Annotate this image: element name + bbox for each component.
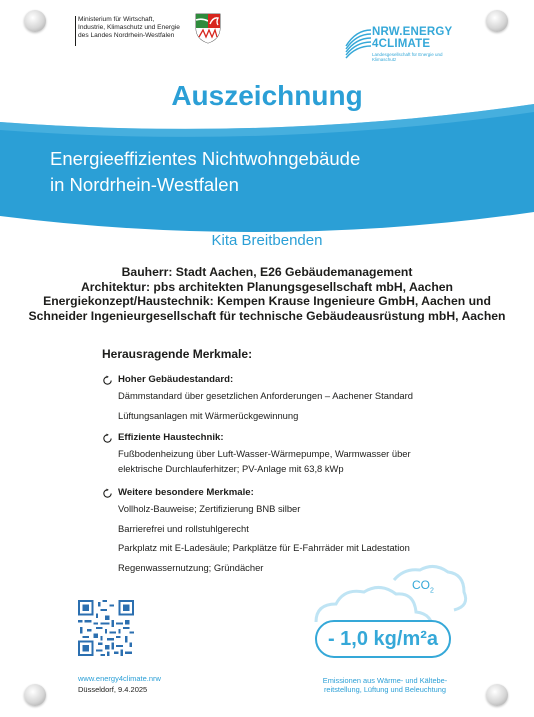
- award-category: [50, 146, 490, 198]
- award-category-line-2: in Nordrhein-Westfalen: [50, 174, 239, 195]
- feature-title: Hoher Gebäudestandard:: [118, 374, 234, 385]
- nrw-energy-4climate-logo: [344, 26, 484, 66]
- mounting-screw-bottom-left: [24, 684, 46, 706]
- credit-line-4: Schneider Ingenieurgesellschaft für technische Gebäudeausrüstung mbH, Aachen: [28, 308, 506, 323]
- credit-line-2: Architektur: pbs architekten Planungsgesellschaft mbH, Aachen: [80, 279, 454, 294]
- ministry-divider: [75, 16, 76, 46]
- partner-title-line-1: NRW.ENERGY: [372, 26, 453, 38]
- qr-code[interactable]: [78, 600, 134, 656]
- emissions-caption-line-2: reitstellung, Lüftung und Beleuchtung: [323, 685, 447, 694]
- place-and-date: Düsseldorf, 9.4.2025: [78, 685, 148, 694]
- ministry-line-2: Industrie, Klimaschutz und Energie: [78, 24, 180, 31]
- feature-group-building-services: [102, 432, 482, 474]
- ministry-line-3: des Landes Nordrhein-Westfalen: [78, 32, 175, 39]
- features-heading: Herausragende Merkmale:: [102, 347, 253, 361]
- partner-title: [372, 26, 452, 50]
- feature-line: Lüftungsanlagen mit Wärmerückgewinnung: [118, 409, 299, 421]
- emissions-value-box: [315, 620, 451, 658]
- project-name: Kita Breitbenden: [211, 232, 323, 249]
- mounting-screw-top-right: [486, 10, 508, 32]
- award-title: Auszeichnung: [171, 80, 363, 111]
- mounting-screw-bottom-right: [486, 684, 508, 706]
- circular-arrow-icon: [102, 433, 113, 444]
- nrw-coat-of-arms-icon: [194, 12, 222, 44]
- feature-title: Effiziente Haustechnik:: [118, 432, 224, 443]
- circular-arrow-icon: [102, 375, 113, 386]
- co2-text: CO: [412, 578, 430, 592]
- ministry-logo: [44, 12, 244, 52]
- swoosh-logo-icon: [344, 26, 372, 62]
- circular-arrow-icon: [102, 488, 113, 499]
- emissions-caption: [290, 676, 480, 694]
- feature-line: Dämmstandard über gesetzlichen Anforderungen – Aachener Standard: [118, 390, 413, 401]
- ministry-line-1: Ministerium für Wirtschaft,: [78, 16, 155, 23]
- website-link[interactable]: www.energy4climate.nrw: [78, 674, 161, 683]
- partner-title-line-2: 4CLIMATE: [372, 38, 431, 50]
- emissions-caption-line-1: Emissionen aus Wärme- und Kältebe-: [322, 676, 448, 685]
- feature-line: elektrische Durchlauferhitzer; PV-Anlage mit 63,8 kWp: [118, 462, 344, 474]
- award-category-line-1: Energieeffizientes Nichtwohngebäude: [50, 148, 361, 169]
- credit-line-1: Bauherr: Stadt Aachen, E26 Gebäudemanagement: [121, 265, 413, 279]
- feature-line: Regenwassernutzung; Gründächer: [118, 561, 264, 573]
- feature-title: Weitere besondere Merkmale:: [118, 487, 254, 498]
- emissions-value: - 1,0 kg/m²a: [327, 628, 439, 650]
- feature-group-building-standard: [102, 374, 482, 421]
- co2-label: [412, 578, 434, 594]
- feature-line: Fußbodenheizung über Luft-Wasser-Wärmepumpe, Warmwasser über: [118, 448, 411, 459]
- partner-subtitle: Landesgesellschaft für Energie und Klimaschutz: [372, 52, 443, 62]
- mounting-screw-top-left: [24, 10, 46, 32]
- ministry-name: [78, 16, 198, 40]
- feature-line: Vollholz-Bauweise; Zertifizierung BNB silber: [118, 503, 301, 514]
- feature-line: Parkplatz mit E-Ladesäule; Parkplätze für E-Fahrräder mit Ladestation: [118, 542, 410, 553]
- credit-line-3: Energiekonzept/Haustechnik: Kempen Krause Ingenieure GmbH, Aachen und: [43, 294, 491, 308]
- project-credits: [20, 265, 514, 323]
- feature-line: Barrierefrei und rollstuhlgerecht: [118, 522, 249, 534]
- co2-subscript: 2: [430, 587, 434, 595]
